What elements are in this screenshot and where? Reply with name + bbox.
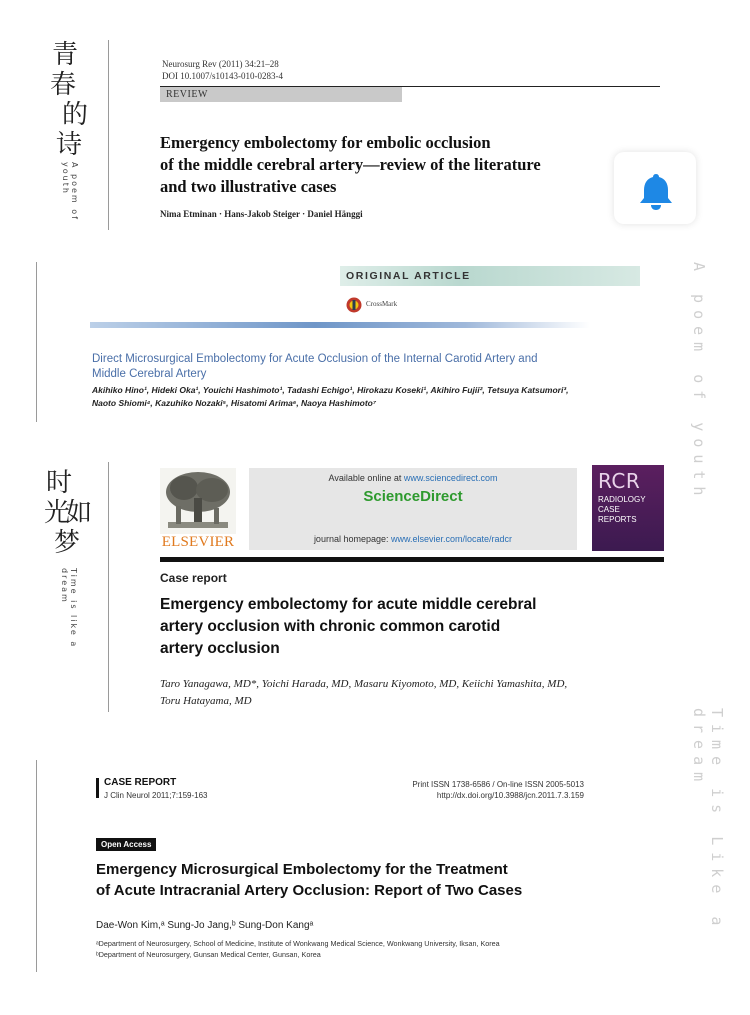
card4-doi[interactable]: http://dx.doi.org/10.3988/jcn.2011.7.3.159 (436, 791, 584, 800)
crossmark-label: CrossMark (366, 300, 398, 308)
available-online (249, 473, 577, 483)
title-line: artery occlusion (160, 640, 280, 657)
hand-char: 的 (62, 100, 89, 130)
rcr-journal-cover (592, 465, 664, 551)
hand-char: 时 (46, 468, 73, 498)
card4-title (96, 859, 522, 901)
hand-char: 光 (44, 498, 71, 528)
rcr-line: CASE (598, 505, 620, 514)
affiliation-line: ᵇDepartment of Neurosurgery, Gunsan Medical Center, Gunsan, Korea (96, 950, 321, 959)
handwriting-top-sub: A poem of youth (61, 162, 79, 221)
author-line: Naoto Shiomi⁴, Kazuhiko Nozaki⁵, Hisatomi Arima⁶, Naoya Hashimoto⁷ (92, 398, 377, 408)
card1-divider (108, 40, 109, 230)
notification-card[interactable] (614, 152, 696, 224)
title-line: Emergency Microsurgical Embolectomy for the Treatment (96, 861, 508, 878)
author-line: Taro Yanagawa, MD*, Yoichi Harada, MD, Masaru Kiyomoto, MD, Keiichi Yamashita, MD, (160, 678, 568, 690)
card2-banner (340, 266, 640, 286)
hand-char: 春 (50, 70, 77, 100)
card2-authors (92, 384, 569, 410)
doi-line: DOI 10.1007/s10143-010-0283-4 (162, 71, 283, 81)
hand-char: 梦 (54, 528, 81, 558)
title-line: Direct Microsurgical Embolectomy for Acute Occlusion of the Internal Carotid Artery and (92, 353, 538, 365)
card1-journal-info (162, 58, 283, 82)
rcr-line: REPORTS (598, 515, 637, 524)
card4-divider (36, 760, 37, 972)
title-line: Middle Cerebral Artery (92, 368, 207, 380)
title-line: of Acute Intracranial Artery Occlusion: Report of Two Cases (96, 882, 523, 899)
card3-title (160, 594, 536, 660)
journal-line: Neurosurg Rev (2011) 34:21–28 (162, 59, 279, 69)
journal-homepage (249, 534, 577, 544)
homepage-url[interactable]: www.elsevier.com/locate/radcr (391, 534, 513, 544)
card1-section-label: REVIEW (160, 87, 402, 102)
card2-blue-rule (90, 322, 590, 328)
title-line: and two illustrative cases (160, 177, 337, 196)
homepage-prefix: journal homepage: (313, 534, 391, 544)
hand-char: 诗 (56, 130, 83, 160)
handwriting-mid-sub: Time is like a dream (60, 568, 78, 649)
open-access-badge: Open Access (96, 838, 156, 851)
available-prefix: Available online at (328, 473, 404, 483)
sciencedirect-banner (249, 468, 577, 550)
available-url[interactable]: www.sciencedirect.com (403, 473, 498, 483)
handwriting-mid (44, 468, 94, 558)
elsevier-wordmark: ELSEVIER (161, 534, 235, 550)
card2-divider (36, 262, 37, 422)
card4-section-label: CASE REPORT (104, 777, 177, 788)
author-line: Toru Hatayama, MD (160, 695, 252, 707)
title-line: of the middle cerebral artery—review of the literature (160, 155, 541, 174)
card3-section-label: Case report (160, 571, 227, 585)
card1-authors: Nima Etminan · Hans-Jakob Steiger · Daniel Hänggi (160, 209, 363, 219)
side-text-youth: A poem of youth (690, 262, 708, 503)
sciencedirect-brand: ScienceDirect (363, 488, 463, 505)
banner-label: ORIGINAL ARTICLE (346, 270, 471, 282)
card4-issn: Print ISSN 1738-6586 / On-line ISSN 2005-5013 (412, 780, 584, 789)
author-line: Akihiko Hino¹, Hideki Oka¹, Youichi Hashimoto¹, Tadashi Echigo¹, Hirokazu Koseki¹, Akihiro Fujii², Tetsuya Katsumori³, (92, 385, 569, 395)
hand-char: 青 (52, 40, 79, 70)
elsevier-logo (160, 468, 236, 552)
title-line: artery occlusion with chronic common carotid (160, 618, 501, 635)
title-line: Emergency embolectomy for embolic occlusion (160, 133, 491, 152)
card3-authors (160, 676, 567, 710)
affiliation-line: ᵃDepartment of Neurosurgery, School of Medicine, Institute of Wonkwang Medical Science, Wonkwang University, Iksan, Korea (96, 939, 500, 948)
rcr-logo: RCR (598, 469, 641, 493)
hand-char: 如 (66, 498, 93, 528)
card3-thick-rule (160, 557, 664, 562)
handwriting-top (48, 40, 88, 160)
card4-journal: J Clin Neurol 2011;7:159-163 (104, 791, 208, 800)
bell-icon[interactable] (638, 172, 674, 212)
card1-title (160, 132, 541, 198)
card4-affiliations (96, 938, 500, 960)
rcr-line: RADIOLOGY (598, 495, 646, 504)
title-line: Emergency embolectomy for acute middle cerebral (160, 596, 537, 613)
card4-authors: Dae-Won Kim,ᵃ Sung-Jo Jang,ᵇ Sung-Don Kangᵃ (96, 920, 314, 931)
side-text-dream: Time is Like a dream (690, 708, 726, 933)
card3-divider (108, 462, 109, 712)
crossmark-icon (346, 297, 362, 313)
card4-section-mark (96, 778, 99, 798)
elsevier-tree-icon (160, 468, 236, 534)
card2-title (92, 352, 538, 382)
